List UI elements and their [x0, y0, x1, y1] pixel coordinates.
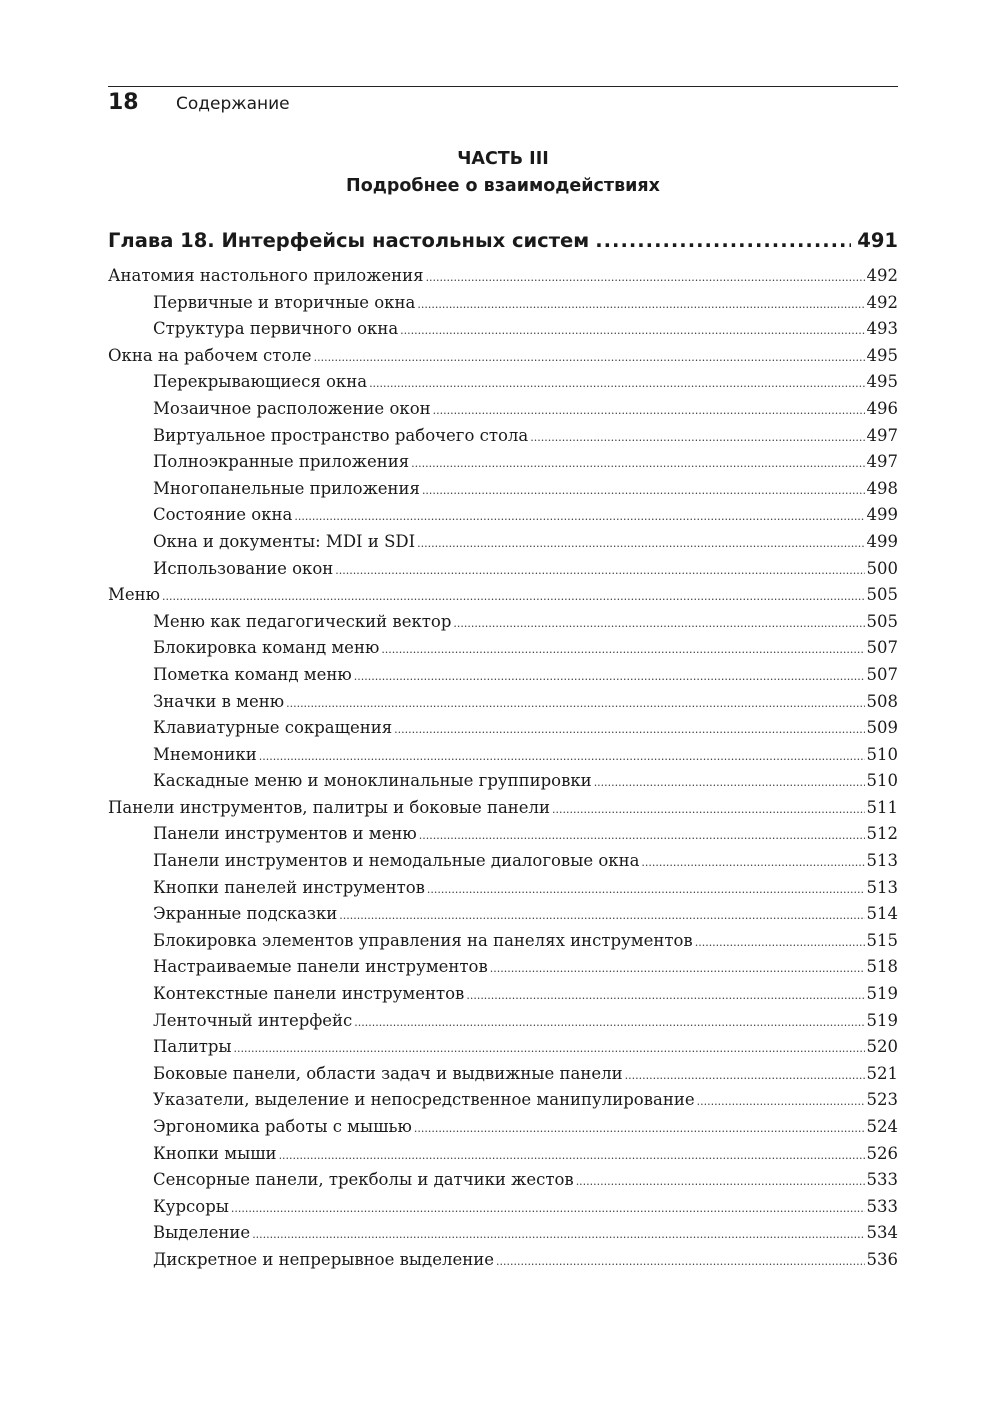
- toc-entry: [108, 1250, 898, 1277]
- toc-entry-title: Перекрывающиеся окна: [153, 372, 368, 392]
- dot-leader: [697, 1095, 865, 1108]
- running-head: [108, 90, 898, 120]
- toc-entry-title: Кнопки мыши: [153, 1143, 277, 1163]
- toc-entry: [108, 372, 898, 399]
- toc-entry-page: 510: [866, 771, 898, 791]
- header-rule: [108, 86, 898, 87]
- toc-entry-page: 526: [866, 1143, 898, 1163]
- toc-entry: [108, 931, 898, 958]
- toc-entry-page: 524: [866, 1117, 898, 1136]
- toc-entry-title: Блокировка команд меню: [153, 638, 380, 658]
- toc-entry-page: 533: [866, 1170, 898, 1190]
- toc-entry-page: 536: [866, 1249, 898, 1269]
- toc-entry-page: 505: [866, 585, 898, 605]
- toc-entry: [108, 824, 898, 851]
- toc-entry-title: Кнопки панелей инструментов: [153, 877, 425, 897]
- dot-leader: [496, 1255, 865, 1268]
- toc-entry-page: 512: [866, 824, 898, 844]
- toc-entry-title: Каскадные меню и моноклинальные группировки: [153, 771, 592, 791]
- dot-leader: [400, 324, 864, 337]
- toc-entry: [108, 984, 898, 1011]
- dot-leader: [417, 537, 864, 550]
- toc-entry: [108, 1170, 898, 1197]
- toc-entry-title: Мозаичное расположение окон: [153, 398, 431, 418]
- dot-leader: [426, 271, 865, 284]
- toc-entry: [108, 559, 898, 586]
- toc-entry-title: Состояние окна: [153, 505, 293, 525]
- toc-entry-page: 513: [866, 851, 898, 871]
- toc-list: [108, 266, 898, 1277]
- toc-entry-title: Панели инструментов и меню: [153, 824, 417, 844]
- toc-entry-page: 515: [866, 930, 898, 950]
- toc-entry-title: Окна на рабочем столе: [108, 345, 312, 365]
- toc-entry: [108, 1037, 898, 1064]
- dot-leader: [490, 962, 865, 975]
- dot-leader: [335, 564, 864, 577]
- dot-leader: [625, 1069, 865, 1082]
- toc-entry-page: 519: [866, 1010, 898, 1030]
- toc-entry: [108, 479, 898, 506]
- toc-entry-page: 519: [866, 984, 898, 1004]
- toc-entry: [108, 612, 898, 639]
- toc-entry-title: Панели инструментов, палитры и боковые панели: [108, 797, 551, 817]
- running-title: Содержание: [176, 94, 290, 114]
- toc-entry-title: Клавиатурные сокращения: [153, 718, 393, 738]
- dot-leader: [594, 776, 865, 789]
- dot-leader: [433, 404, 865, 417]
- toc-entry-page: 497: [866, 452, 898, 472]
- dot-leader: [411, 457, 864, 470]
- toc-entry-title: Эргономика работы с мышью: [153, 1117, 412, 1136]
- part-title: Подробнее о взаимодействиях: [346, 176, 660, 196]
- dot-leader: [552, 803, 864, 816]
- toc-entry: [108, 957, 898, 984]
- toc-entry-page: 505: [866, 611, 898, 631]
- toc-entry-title: Мнемоники: [153, 744, 257, 764]
- toc-entry-title: Полноэкранные приложения: [153, 452, 410, 472]
- dot-leader: [422, 484, 865, 497]
- toc-entry: [108, 718, 898, 745]
- toc-entry: [108, 532, 898, 559]
- toc-entry: [108, 1064, 898, 1091]
- dot-leader: [414, 1122, 865, 1135]
- dot-leader: [530, 431, 864, 444]
- toc-entry-page: 492: [866, 292, 898, 312]
- toc-entry: [108, 505, 898, 532]
- toc-entry: [108, 585, 898, 612]
- dot-leader: [234, 1042, 865, 1055]
- toc-entry: [108, 319, 898, 346]
- toc-entry: [108, 1090, 898, 1117]
- toc-entry-page: 507: [866, 664, 898, 684]
- dot-leader: [354, 1016, 864, 1029]
- toc-entry-title: Первичные и вторичные окна: [153, 292, 416, 312]
- toc-entry-page: 521: [866, 1063, 898, 1083]
- toc-entry-page: 508: [866, 691, 898, 711]
- toc-entry-page: 518: [866, 957, 898, 977]
- toc-entry: [108, 692, 898, 719]
- toc-entry: [108, 798, 898, 825]
- toc-entry-page: 509: [866, 718, 898, 738]
- toc-entry-page: 520: [866, 1037, 898, 1057]
- dot-leader: [466, 989, 864, 1002]
- chapter-entry: [108, 229, 898, 259]
- dot-leader: [279, 1149, 865, 1162]
- toc-entry-page: 534: [866, 1223, 898, 1243]
- toc-entry-title: Структура первичного окна: [153, 319, 399, 339]
- dot-leader: [286, 697, 864, 710]
- dot-leader: [417, 298, 864, 311]
- toc-entry-page: 493: [866, 319, 898, 339]
- toc-entry-page: 523: [866, 1090, 898, 1110]
- toc-entry-title: Палитры: [153, 1037, 232, 1057]
- dot-leader: [231, 1202, 865, 1215]
- dot-leader: [576, 1175, 865, 1188]
- toc-entry: [108, 878, 898, 905]
- dot-leader: [259, 750, 865, 763]
- toc-entry-title: Настраиваемые панели инструментов: [153, 957, 488, 977]
- toc-entry-page: 498: [866, 478, 898, 498]
- toc-entry: [108, 346, 898, 373]
- toc-entry: [108, 266, 898, 293]
- dot-leader: [162, 590, 864, 603]
- toc-entry-page: 495: [866, 372, 898, 392]
- dot-leader: [595, 229, 851, 252]
- toc-entry: [108, 771, 898, 798]
- toc-entry-page: 496: [866, 398, 898, 418]
- toc-entry-title: Использование окон: [153, 558, 334, 578]
- toc-entry: [108, 745, 898, 772]
- toc-entry: [108, 399, 898, 426]
- toc-entry: [108, 904, 898, 931]
- dot-leader: [252, 1228, 864, 1241]
- toc-entry-title: Меню: [108, 585, 161, 605]
- toc-entry-title: Ленточный интерфейс: [153, 1010, 353, 1030]
- toc-entry-page: 507: [866, 638, 898, 658]
- toc-entry: [108, 1197, 898, 1224]
- toc-entry: [108, 1223, 898, 1250]
- toc-entry-page: 510: [866, 744, 898, 764]
- toc-entry: [108, 1117, 898, 1144]
- dot-leader: [453, 617, 864, 630]
- toc-entry-title: Выделение: [153, 1223, 251, 1243]
- toc-entry-title: Многопанельные приложения: [153, 478, 420, 498]
- toc-entry: [108, 426, 898, 453]
- dot-leader: [369, 377, 864, 390]
- dot-leader: [294, 510, 864, 523]
- toc-entry: [108, 1011, 898, 1038]
- toc-entry-page: 497: [866, 425, 898, 445]
- chapter-page: 491: [857, 229, 898, 252]
- toc-entry-title: Дискретное и непрерывное выделение: [153, 1249, 494, 1269]
- toc-entry: [108, 665, 898, 692]
- toc-entry-page: 499: [866, 531, 898, 551]
- toc-entry-title: Указатели, выделение и непосредственное манипулирование: [153, 1090, 695, 1110]
- toc-entry-page: 495: [866, 345, 898, 365]
- dot-leader: [339, 909, 864, 922]
- toc-entry: [108, 851, 898, 878]
- toc-entry-title: Боковые панели, области задач и выдвижные панели: [153, 1063, 623, 1083]
- toc-entry-page: 533: [866, 1196, 898, 1216]
- toc-entry-page: 500: [866, 558, 898, 578]
- dot-leader: [695, 936, 865, 949]
- toc-entry-title: Панели инструментов и немодальные диалоговые окна: [153, 851, 640, 871]
- dot-leader: [394, 723, 864, 736]
- toc-entry-title: Анатомия настольного приложения: [108, 266, 424, 285]
- toc-entry: [108, 638, 898, 665]
- toc-entry-title: Меню как педагогический вектор: [153, 611, 452, 631]
- toc-entry-page: 513: [866, 877, 898, 897]
- toc-entry-title: Экранные подсказки: [153, 904, 338, 924]
- toc-entry-page: 514: [866, 904, 898, 924]
- toc-entry-page: 499: [866, 505, 898, 525]
- toc-entry-page: 492: [866, 266, 898, 285]
- dot-leader: [641, 856, 864, 869]
- toc-entry-title: Курсоры: [153, 1196, 229, 1216]
- toc-entry: [108, 1144, 898, 1171]
- dot-leader: [314, 351, 865, 364]
- toc-entry-title: Сенсорные панели, трекболы и датчики жестов: [153, 1170, 574, 1190]
- part-label: ЧАСТЬ III: [457, 149, 549, 169]
- toc-entry-title: Виртуальное пространство рабочего стола: [153, 425, 529, 445]
- toc-entry-title: Контекстные панели инструментов: [153, 984, 465, 1004]
- toc-entry-title: Окна и документы: MDI и SDI: [153, 531, 416, 551]
- toc-entry-title: Пометка команд меню: [153, 664, 352, 684]
- dot-leader: [354, 670, 865, 683]
- toc-entry-page: 511: [866, 797, 898, 817]
- toc-entry-title: Значки в меню: [153, 691, 285, 711]
- chapter-title: Глава 18. Интерфейсы настольных систем: [108, 229, 590, 252]
- toc-entry: [108, 293, 898, 320]
- dot-leader: [427, 883, 865, 896]
- dot-leader: [381, 643, 864, 656]
- toc-entry-title: Блокировка элементов управления на панелях инструментов: [153, 930, 693, 950]
- dot-leader: [419, 829, 865, 842]
- page-number: 18: [108, 90, 139, 115]
- toc-entry: [108, 452, 898, 479]
- part-heading: [108, 146, 898, 200]
